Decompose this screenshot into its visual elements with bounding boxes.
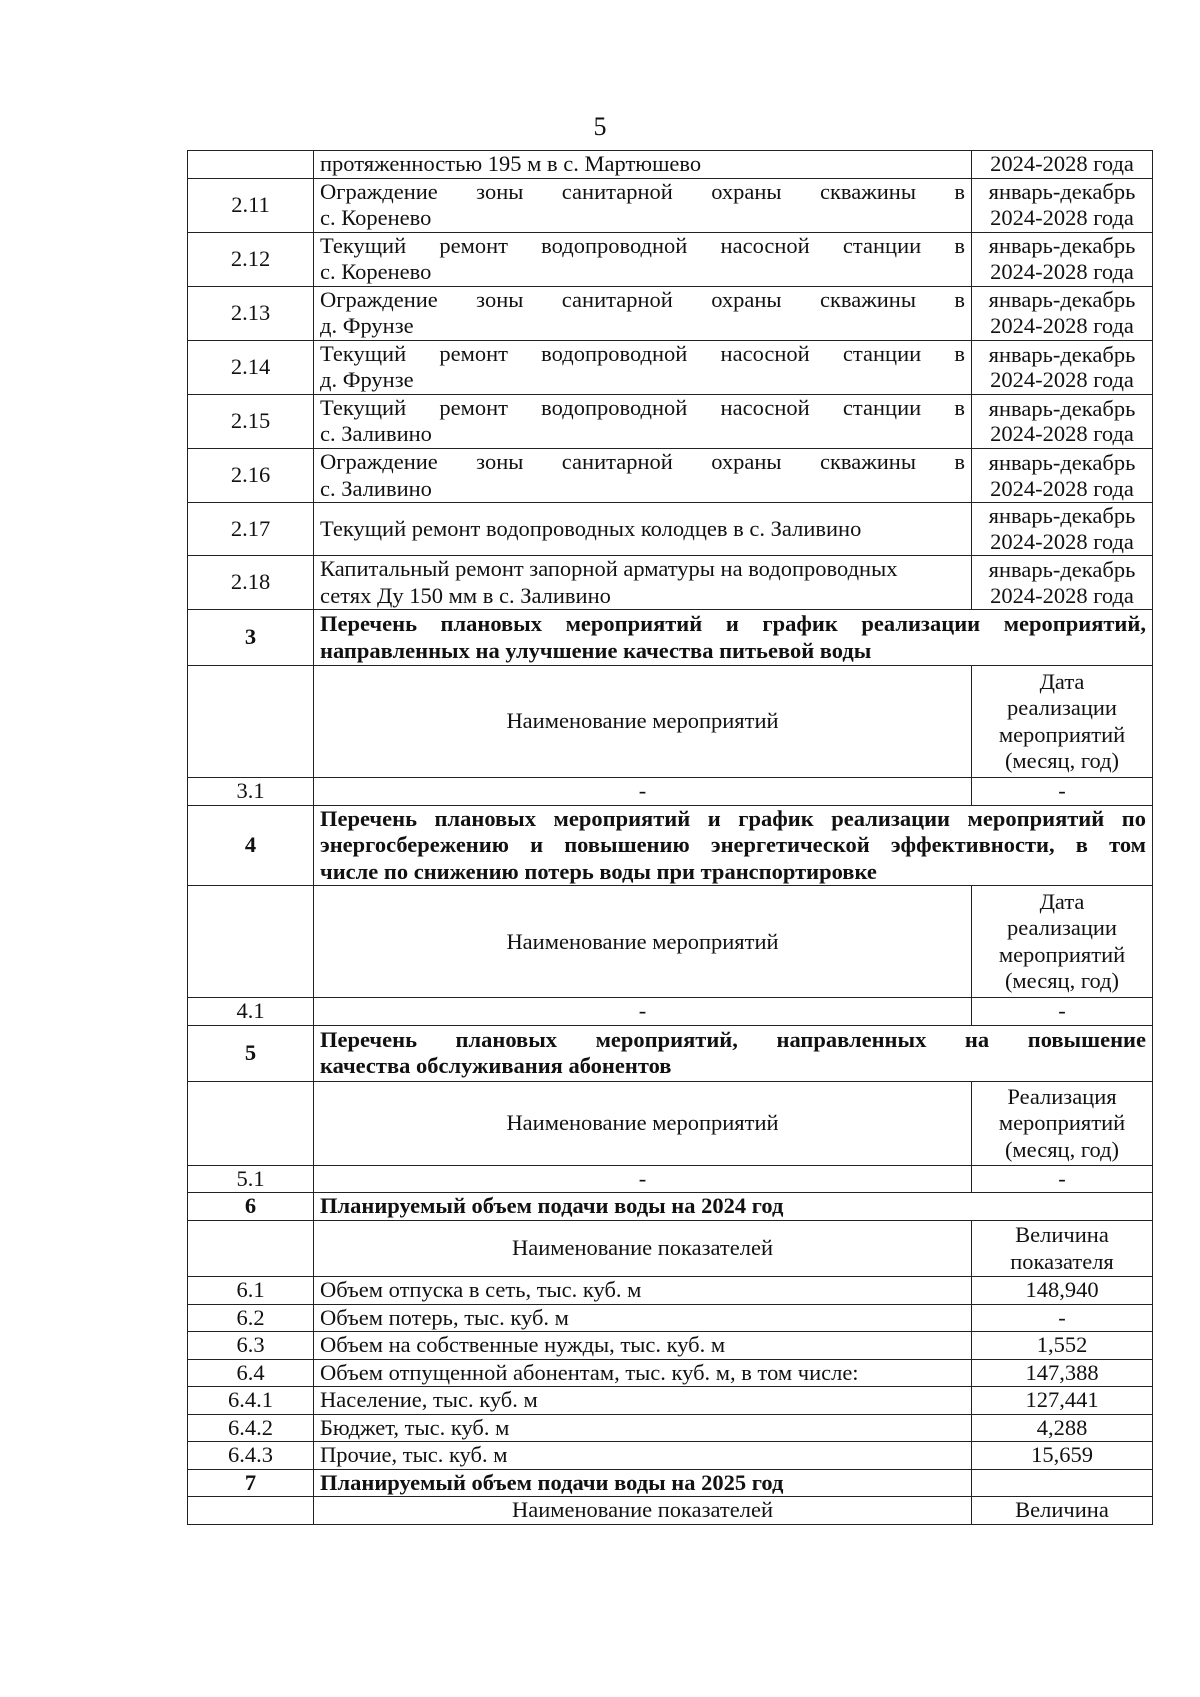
- empty-cell: [188, 886, 314, 998]
- column-header-date: Реализация мероприятий (месяц, год): [972, 1081, 1153, 1165]
- row-description: Ограждение зоны санитарной охраны скважины в с. Коренево: [314, 178, 972, 232]
- row-number: 2.17: [188, 503, 314, 556]
- row-indicator: Объем на собственные нужды, тыс. куб. м: [314, 1332, 972, 1360]
- section-header-row: [188, 1193, 1153, 1221]
- table-row: [188, 1442, 1153, 1470]
- column-header-name: Наименование мероприятий: [314, 666, 972, 778]
- table-row: [188, 1304, 1153, 1332]
- table-row: [188, 340, 1153, 394]
- empty-cell: [972, 1469, 1153, 1497]
- table-row: [188, 449, 1153, 503]
- row-number: 6.4: [188, 1359, 314, 1387]
- row-date: январь-декабрь 2024-2028 года: [972, 503, 1153, 556]
- row-number: 5.1: [188, 1165, 314, 1193]
- row-number: 2.12: [188, 232, 314, 286]
- row-indicator: Объем потерь, тыс. куб. м: [314, 1304, 972, 1332]
- table-row: [188, 1387, 1153, 1415]
- row-number: 6.4.2: [188, 1414, 314, 1442]
- row-description: Капитальный ремонт запорной арматуры на водопроводных сетях Ду 150 мм в с. Заливино: [314, 556, 972, 610]
- column-header-row: [188, 1497, 1153, 1525]
- row-value: 127,441: [972, 1387, 1153, 1415]
- row-number: 6.4.1: [188, 1387, 314, 1415]
- row-number: 6.3: [188, 1332, 314, 1360]
- table-row: [188, 778, 1153, 806]
- section-title: Перечень плановых мероприятий и график реализации мероприятий, направленных на улучшение качества питьевой воды: [314, 610, 1153, 666]
- row-number: 6.1: [188, 1277, 314, 1305]
- row-description: -: [314, 778, 972, 806]
- row-indicator: Население, тыс. куб. м: [314, 1387, 972, 1415]
- row-date: 2024-2028 года: [972, 151, 1153, 179]
- table-row: [188, 556, 1153, 610]
- section-title: Перечень плановых мероприятий и график реализации мероприятий по энергосбережению и повышению энергетической эффективности, в том числе по снижению потерь воды при транспортировке: [314, 805, 1153, 886]
- row-indicator: Объем отпуска в сеть, тыс. куб. м: [314, 1277, 972, 1305]
- column-header-row: [188, 1221, 1153, 1277]
- section-title: Планируемый объем подачи воды на 2024 год: [314, 1193, 1153, 1221]
- table-row: [188, 178, 1153, 232]
- empty-cell: [188, 1081, 314, 1165]
- section-number: 6: [188, 1193, 314, 1221]
- row-value: 1,552: [972, 1332, 1153, 1360]
- row-number: 2.11: [188, 178, 314, 232]
- row-value: 148,940: [972, 1277, 1153, 1305]
- row-description: Текущий ремонт водопроводных колодцев в с. Заливино: [314, 503, 972, 556]
- row-number: 2.13: [188, 286, 314, 340]
- table-row: [188, 1332, 1153, 1360]
- row-date: январь-декабрь 2024-2028 года: [972, 394, 1153, 448]
- row-description: Текущий ремонт водопроводной насосной станции в д. Фрунзе: [314, 340, 972, 394]
- row-date: январь-декабрь 2024-2028 года: [972, 232, 1153, 286]
- row-date: январь-декабрь 2024-2028 года: [972, 340, 1153, 394]
- row-number: [188, 151, 314, 179]
- row-value: 147,388: [972, 1359, 1153, 1387]
- row-description: Ограждение зоны санитарной охраны скважины в с. Заливино: [314, 449, 972, 503]
- row-date: январь-декабрь 2024-2028 года: [972, 449, 1153, 503]
- table-row: [188, 232, 1153, 286]
- row-date: январь-декабрь 2024-2028 года: [972, 286, 1153, 340]
- table-row: [188, 1414, 1153, 1442]
- row-number: 2.18: [188, 556, 314, 610]
- section-number: 4: [188, 805, 314, 886]
- column-header-name: Наименование мероприятий: [314, 886, 972, 998]
- row-number: 6.4.3: [188, 1442, 314, 1470]
- row-description: Текущий ремонт водопроводной насосной станции в с. Заливино: [314, 394, 972, 448]
- row-date: январь-декабрь 2024-2028 года: [972, 178, 1153, 232]
- row-number: 6.2: [188, 1304, 314, 1332]
- page-number: 5: [593, 112, 607, 141]
- row-date: -: [972, 1165, 1153, 1193]
- row-value: 4,288: [972, 1414, 1153, 1442]
- column-header-name: Наименование показателей: [314, 1497, 972, 1525]
- column-header-name: Наименование мероприятий: [314, 1081, 972, 1165]
- table-row: [188, 286, 1153, 340]
- section-header-row: [188, 1469, 1153, 1497]
- row-indicator: Объем отпущенной абонентам, тыс. куб. м, в том числе:: [314, 1359, 972, 1387]
- plan-table: [187, 150, 1153, 1525]
- column-header-date: Дата реализации мероприятий (месяц, год): [972, 886, 1153, 998]
- section-number: 3: [188, 610, 314, 666]
- column-header-value: Величина показателя: [972, 1221, 1153, 1277]
- section-header-row: [188, 805, 1153, 886]
- table-row: [188, 1359, 1153, 1387]
- row-number: 4.1: [188, 998, 314, 1026]
- column-header-date: Дата реализации мероприятий (месяц, год): [972, 666, 1153, 778]
- row-description: Текущий ремонт водопроводной насосной станции в с. Коренево: [314, 232, 972, 286]
- row-description: -: [314, 1165, 972, 1193]
- empty-cell: [188, 1221, 314, 1277]
- row-number: 2.15: [188, 394, 314, 448]
- row-value: 15,659: [972, 1442, 1153, 1470]
- table-row: [188, 503, 1153, 556]
- table-row: [188, 394, 1153, 448]
- table-row: [188, 1165, 1153, 1193]
- column-header-row: [188, 666, 1153, 778]
- table-row: [188, 151, 1153, 179]
- section-number: 7: [188, 1469, 314, 1497]
- empty-cell: [188, 1497, 314, 1525]
- column-header-value: Величина: [972, 1497, 1153, 1525]
- section-title: Планируемый объем подачи воды на 2025 год: [314, 1469, 972, 1497]
- section-title: Перечень плановых мероприятий, направленных на повышение качества обслуживания абонентов: [314, 1025, 1153, 1081]
- row-indicator: Прочие, тыс. куб. м: [314, 1442, 972, 1470]
- section-header-row: [188, 1025, 1153, 1081]
- row-indicator: Бюджет, тыс. куб. м: [314, 1414, 972, 1442]
- row-description: -: [314, 998, 972, 1026]
- row-date: -: [972, 998, 1153, 1026]
- section-header-row: [188, 610, 1153, 666]
- row-number: 2.14: [188, 340, 314, 394]
- column-header-row: [188, 886, 1153, 998]
- column-header-row: [188, 1081, 1153, 1165]
- row-number: 2.16: [188, 449, 314, 503]
- row-description: Ограждение зоны санитарной охраны скважины в д. Фрунзе: [314, 286, 972, 340]
- row-date: январь-декабрь 2024-2028 года: [972, 556, 1153, 610]
- section-number: 5: [188, 1025, 314, 1081]
- table-row: [188, 1277, 1153, 1305]
- empty-cell: [188, 666, 314, 778]
- row-description: протяженностью 195 м в с. Мартюшево: [314, 151, 972, 179]
- row-value: -: [972, 1304, 1153, 1332]
- column-header-name: Наименование показателей: [314, 1221, 972, 1277]
- row-number: 3.1: [188, 778, 314, 806]
- table-row: [188, 998, 1153, 1026]
- row-date: -: [972, 778, 1153, 806]
